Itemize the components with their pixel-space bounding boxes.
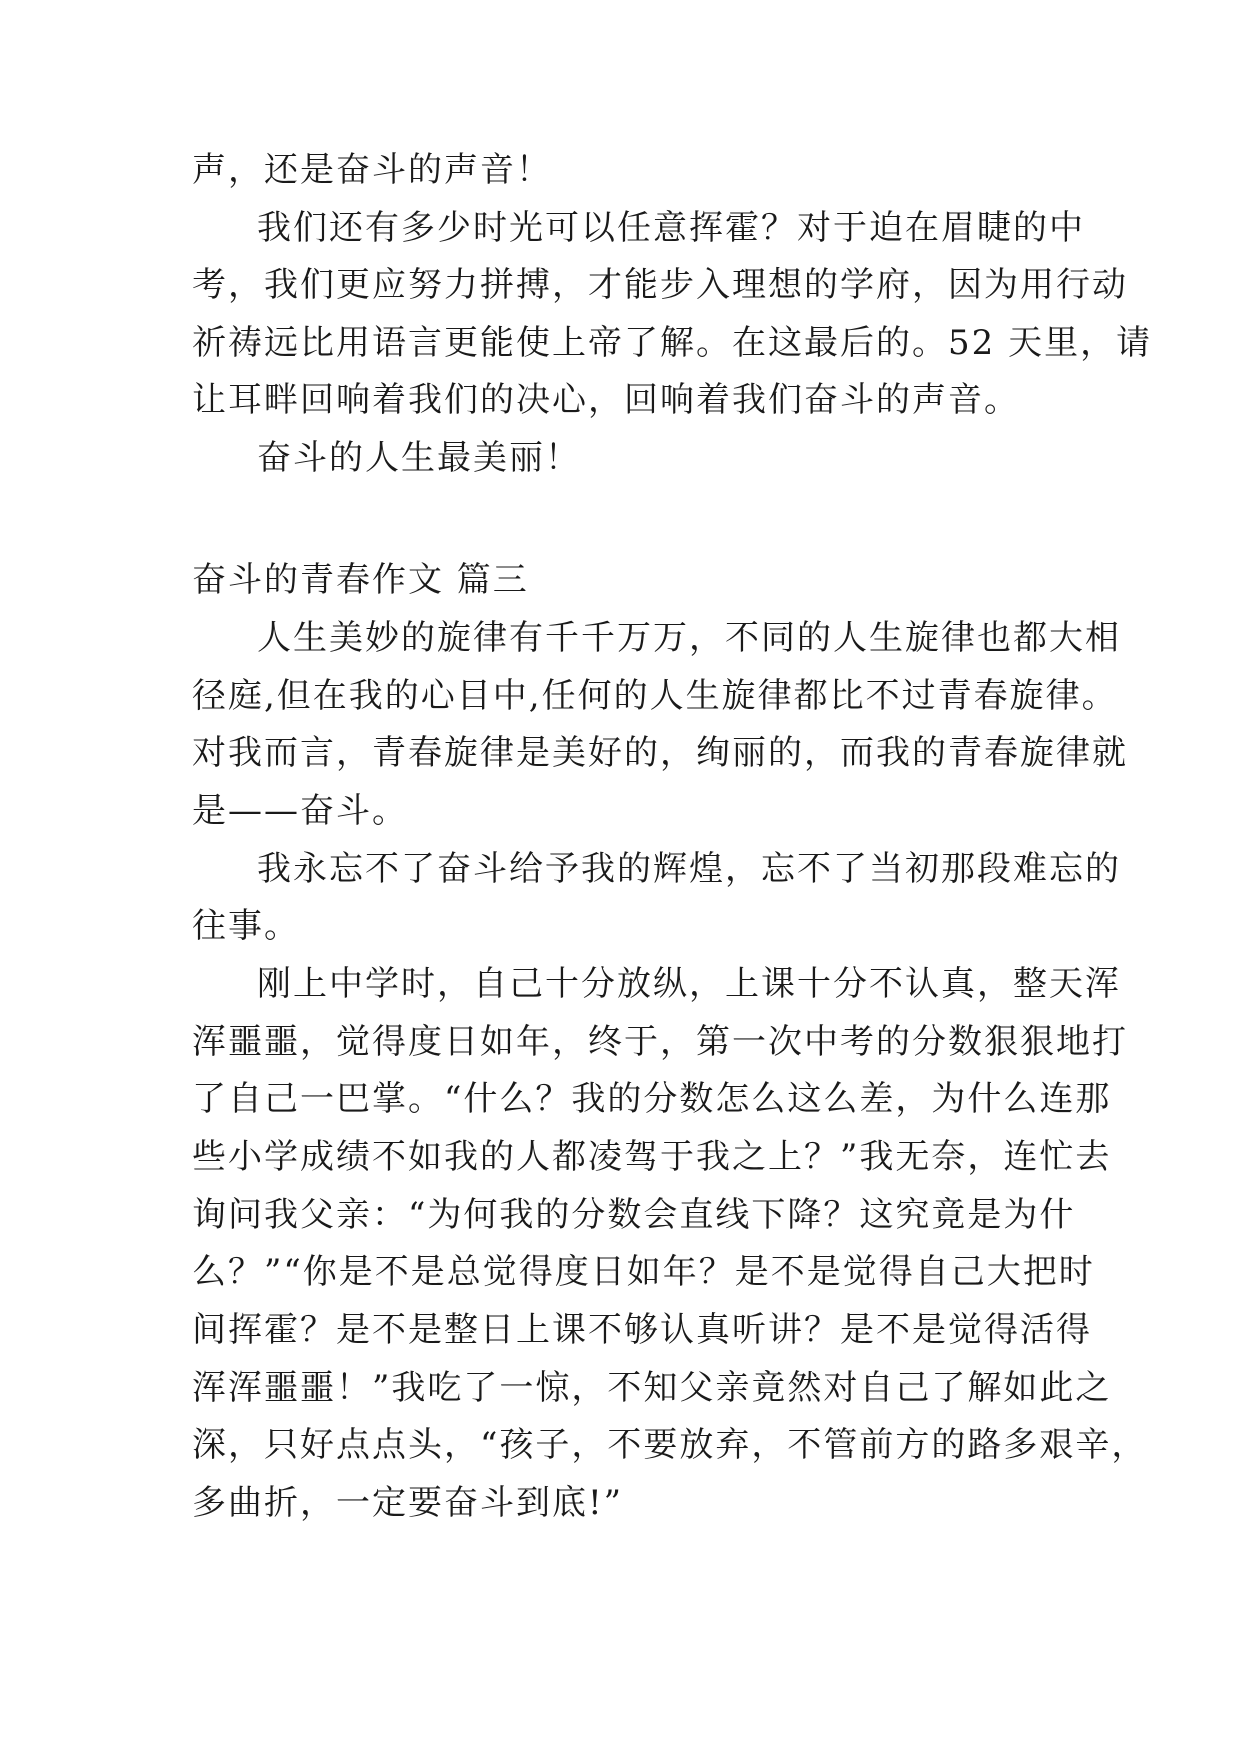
text-line: 径庭,但在我的心目中,任何的人生旋律都比不过青春旋律。 [192, 676, 1118, 716]
text-line: 些小学成绩不如我的人都凌驾于我之上？”我无奈，连忙去 [192, 1137, 1112, 1177]
paragraph-first-line: 奋斗的人生最美丽！ [257, 438, 581, 478]
section-heading: 奋斗的青春作文 篇三 [192, 560, 529, 600]
text-line: 间挥霍？是不是整日上课不够认真听讲？是不是觉得活得 [192, 1310, 1092, 1350]
text-line: 往事。 [192, 906, 300, 946]
text-line: 么？”“你是不是总觉得度日如年？是不是觉得自己大把时 [192, 1252, 1095, 1292]
text-line: 对我而言，青春旋律是美好的，绚丽的，而我的青春旋律就 [192, 733, 1128, 773]
text-line: 祈祷远比用语言更能使上帝了解。在这最后的。52 天里，请 [192, 323, 1153, 363]
paragraph-first-line: 我们还有多少时光可以任意挥霍？对于迫在眉睫的中 [257, 208, 1085, 248]
paragraph-first-line: 刚上中学时，自己十分放纵，上课十分不认真，整天浑 [257, 964, 1121, 1004]
text-line: 考，我们更应努力拼搏，才能步入理想的学府，因为用行动 [192, 265, 1128, 305]
text-line: 浑浑噩噩！”我吃了一惊，不知父亲竟然对自己了解如此之 [192, 1368, 1112, 1408]
text-line: 深，只好点点头，“孩子，不要放弃，不管前方的路多艰辛， [192, 1425, 1148, 1465]
text-line: 浑噩噩，觉得度日如年，终于，第一次中考的分数狠狠地打 [192, 1022, 1128, 1062]
text-line: 是——奋斗。 [192, 791, 408, 831]
text-line: 了自己一巴掌。“什么？我的分数怎么这么差，为什么连那 [192, 1079, 1112, 1119]
paragraph-first-line: 人生美妙的旋律有千千万万，不同的人生旋律也都大相 [257, 618, 1121, 658]
text-line: 多曲折，一定要奋斗到底!” [192, 1483, 624, 1523]
text-line: 让耳畔回响着我们的决心，回响着我们奋斗的声音。 [192, 380, 1020, 420]
paragraph-first-line: 我永忘不了奋斗给予我的辉煌，忘不了当初那段难忘的 [257, 849, 1121, 889]
text-line: 询问我父亲：“为何我的分数会直线下降？这究竟是为什 [192, 1195, 1076, 1235]
text-line: 声，还是奋斗的声音！ [192, 150, 552, 190]
